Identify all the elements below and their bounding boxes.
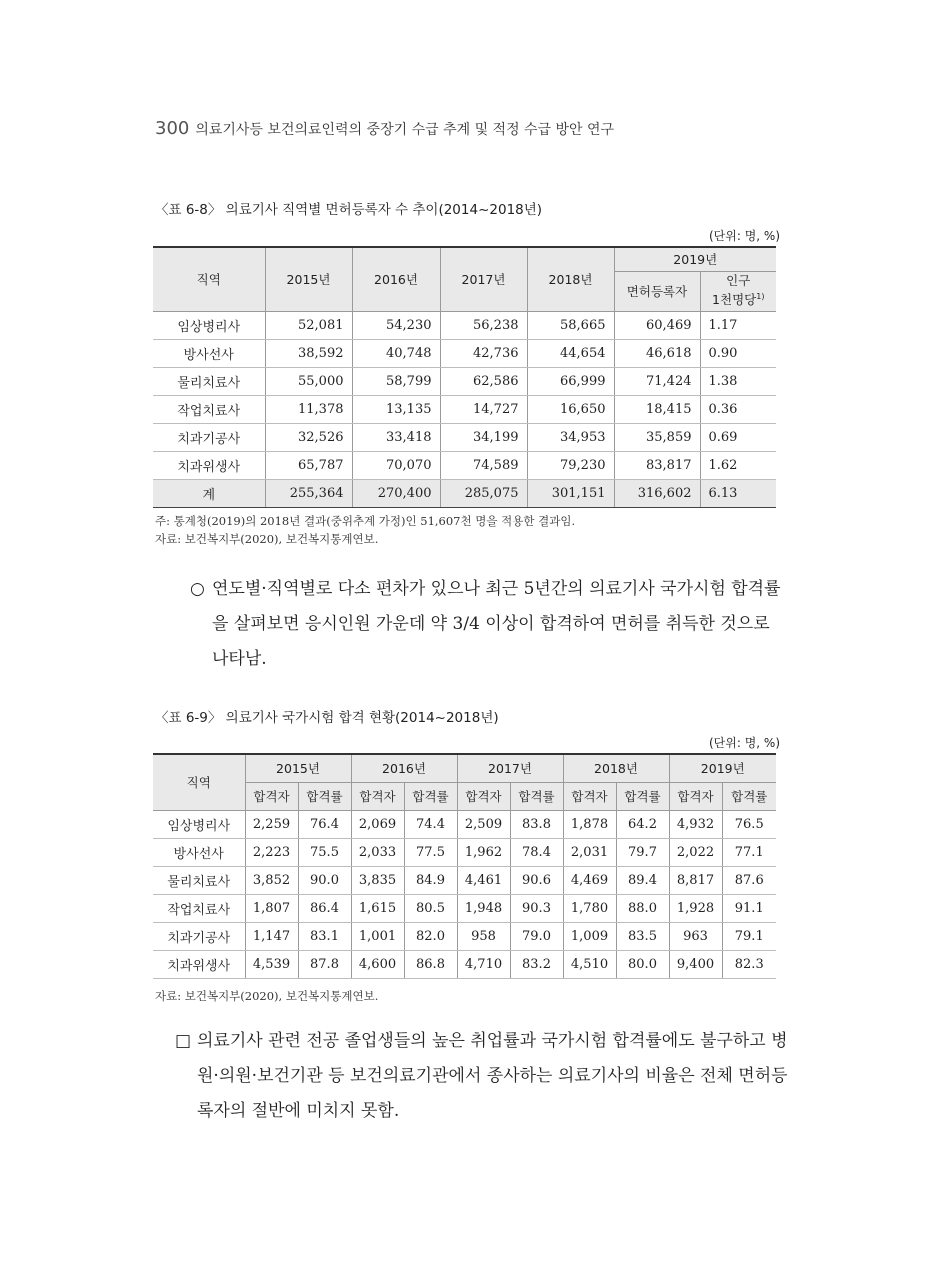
table1-unit: (단위: 명, %) bbox=[708, 229, 780, 243]
paragraph1-line: 나타남. bbox=[212, 649, 267, 669]
table-cell: 76.4 bbox=[298, 810, 351, 838]
table2-header-year: 2015년 bbox=[245, 754, 351, 782]
table-cell: 83.1 bbox=[298, 922, 351, 950]
table2-subheader-rate: 합격률 bbox=[298, 782, 351, 810]
table-cell: 55,000 bbox=[265, 367, 352, 395]
table2-subheader-passed: 합격자 bbox=[351, 782, 404, 810]
row-label: 임상병리사 bbox=[153, 311, 265, 339]
row-label: 치과위생사 bbox=[153, 451, 265, 479]
table-cell: 44,654 bbox=[527, 339, 614, 367]
table-cell: 62,586 bbox=[440, 367, 527, 395]
table1-header-2018: 2018년 bbox=[527, 247, 614, 311]
table-cell: 4,932 bbox=[669, 810, 722, 838]
table1-note: 주: 통계청(2019)의 2018년 결과(중위추계 가정)인 51,607천 명을 적용한 결과임. bbox=[155, 514, 576, 528]
paragraph2 bbox=[175, 1024, 790, 1129]
table-cell: 270,400 bbox=[352, 479, 440, 507]
table-row bbox=[153, 395, 776, 423]
table-row bbox=[153, 423, 776, 451]
table-cell: 4,539 bbox=[245, 950, 298, 978]
table-cell: 82.3 bbox=[722, 950, 776, 978]
table-row bbox=[153, 838, 776, 866]
table-cell: 54,230 bbox=[352, 311, 440, 339]
row-label: 작업치료사 bbox=[153, 894, 245, 922]
table-cell: 958 bbox=[457, 922, 510, 950]
table-row bbox=[153, 810, 776, 838]
table-cell: 79.1 bbox=[722, 922, 776, 950]
row-label: 작업치료사 bbox=[153, 395, 265, 423]
table-cell: 316,602 bbox=[614, 479, 700, 507]
table-cell: 52,081 bbox=[265, 311, 352, 339]
table-cell: 80.5 bbox=[404, 894, 457, 922]
table1-header-job: 직역 bbox=[153, 247, 265, 311]
table-cell: 16,650 bbox=[527, 395, 614, 423]
table-cell: 91.1 bbox=[722, 894, 776, 922]
table-cell: 79,230 bbox=[527, 451, 614, 479]
table-cell: 2,259 bbox=[245, 810, 298, 838]
table1-source: 자료: 보건복지부(2020), 보건복지통계연보. bbox=[155, 532, 379, 546]
row-label: 임상병리사 bbox=[153, 810, 245, 838]
table-cell: 11,378 bbox=[265, 395, 352, 423]
table-cell: 78.4 bbox=[510, 838, 563, 866]
table-cell: 87.8 bbox=[298, 950, 351, 978]
table-cell: 74.4 bbox=[404, 810, 457, 838]
table-row bbox=[153, 922, 776, 950]
table-cell: 82.0 bbox=[404, 922, 457, 950]
table-cell: 77.1 bbox=[722, 838, 776, 866]
table2-subheader-rate: 합격률 bbox=[510, 782, 563, 810]
row-label: 방사선사 bbox=[153, 339, 265, 367]
table-cell: 1,807 bbox=[245, 894, 298, 922]
table-cell: 4,461 bbox=[457, 866, 510, 894]
table-cell: 8,817 bbox=[669, 866, 722, 894]
table2 bbox=[153, 753, 776, 979]
table-cell: 56,238 bbox=[440, 311, 527, 339]
paragraph1-line: 을 살펴보면 응시인원 가운데 약 3/4 이상이 합격하여 면허를 취득한 것으로 bbox=[212, 614, 770, 634]
table-cell: 33,418 bbox=[352, 423, 440, 451]
table-cell: 6.13 bbox=[700, 479, 776, 507]
table2-unit: (단위: 명, %) bbox=[708, 736, 780, 750]
running-header bbox=[155, 118, 614, 139]
table-cell: 0.90 bbox=[700, 339, 776, 367]
table-cell: 89.4 bbox=[616, 866, 669, 894]
table-row bbox=[153, 311, 776, 339]
table-cell: 2,022 bbox=[669, 838, 722, 866]
table-cell: 4,600 bbox=[351, 950, 404, 978]
table1-footnote-mark: 1) bbox=[756, 292, 765, 302]
table-cell: 34,953 bbox=[527, 423, 614, 451]
table-cell: 963 bbox=[669, 922, 722, 950]
table-cell: 60,469 bbox=[614, 311, 700, 339]
table-row bbox=[153, 950, 776, 978]
table2-source: 자료: 보건복지부(2020), 보건복지통계연보. bbox=[155, 989, 379, 1003]
table-row bbox=[153, 866, 776, 894]
table-cell: 4,710 bbox=[457, 950, 510, 978]
table-cell: 2,509 bbox=[457, 810, 510, 838]
table2-header-job: 직역 bbox=[153, 754, 245, 810]
table2-header-year: 2016년 bbox=[351, 754, 457, 782]
table1-header-2017: 2017년 bbox=[440, 247, 527, 311]
row-label: 치과위생사 bbox=[153, 950, 245, 978]
table-cell: 79.7 bbox=[616, 838, 669, 866]
table1-header-2015: 2015년 bbox=[265, 247, 352, 311]
table-cell: 65,787 bbox=[265, 451, 352, 479]
table-cell: 1,928 bbox=[669, 894, 722, 922]
row-label: 계 bbox=[153, 479, 265, 507]
table-cell: 88.0 bbox=[616, 894, 669, 922]
table2-subheader-rate: 합격률 bbox=[404, 782, 457, 810]
table-cell: 90.3 bbox=[510, 894, 563, 922]
table-row bbox=[153, 894, 776, 922]
table-row bbox=[153, 339, 776, 367]
table-cell: 66,999 bbox=[527, 367, 614, 395]
table-cell: 1,948 bbox=[457, 894, 510, 922]
table-cell: 34,199 bbox=[440, 423, 527, 451]
table-cell: 76.5 bbox=[722, 810, 776, 838]
table-cell: 255,364 bbox=[265, 479, 352, 507]
table-cell: 58,665 bbox=[527, 311, 614, 339]
table-cell: 64.2 bbox=[616, 810, 669, 838]
table-cell: 0.36 bbox=[700, 395, 776, 423]
table-cell: 2,069 bbox=[351, 810, 404, 838]
table-cell: 3,852 bbox=[245, 866, 298, 894]
table-cell: 87.6 bbox=[722, 866, 776, 894]
table2-subheader-rate: 합격률 bbox=[722, 782, 776, 810]
table2-subheader-passed: 합격자 bbox=[669, 782, 722, 810]
table-cell: 2,223 bbox=[245, 838, 298, 866]
table-cell: 9,400 bbox=[669, 950, 722, 978]
table-cell: 13,135 bbox=[352, 395, 440, 423]
table-cell: 1,780 bbox=[563, 894, 616, 922]
table-cell: 3,835 bbox=[351, 866, 404, 894]
paragraph1 bbox=[190, 572, 790, 677]
row-label: 치과기공사 bbox=[153, 423, 265, 451]
table2-subheader-passed: 합격자 bbox=[245, 782, 298, 810]
paragraph2-line: 의료기사 관련 전공 졸업생들의 높은 취업률과 국가시험 합격률에도 불구하고 병 bbox=[197, 1031, 788, 1051]
table1-header-2019: 2019년 bbox=[614, 247, 776, 271]
table-cell: 46,618 bbox=[614, 339, 700, 367]
table-cell: 75.5 bbox=[298, 838, 351, 866]
table-cell: 0.69 bbox=[700, 423, 776, 451]
table-cell: 38,592 bbox=[265, 339, 352, 367]
table-cell: 32,526 bbox=[265, 423, 352, 451]
paragraph2-line: 록자의 절반에 미치지 못함. bbox=[197, 1101, 400, 1121]
square-bullet-icon: □ bbox=[175, 1031, 192, 1051]
table2-subheader-passed: 합격자 bbox=[457, 782, 510, 810]
table-cell: 86.4 bbox=[298, 894, 351, 922]
table-cell: 70,070 bbox=[352, 451, 440, 479]
table-cell: 1,878 bbox=[563, 810, 616, 838]
table-cell: 301,151 bbox=[527, 479, 614, 507]
table1-header-per-pop-line1: 인구 bbox=[726, 273, 751, 289]
table-cell: 79.0 bbox=[510, 922, 563, 950]
table-cell: 90.0 bbox=[298, 866, 351, 894]
table2-subheader-rate: 합격률 bbox=[616, 782, 669, 810]
table-cell: 83.8 bbox=[510, 810, 563, 838]
page-number: 300 bbox=[155, 118, 190, 139]
row-label: 방사선사 bbox=[153, 838, 245, 866]
table1-header-per-pop bbox=[700, 271, 776, 311]
table1-header-per-pop-line2: 1천명당 bbox=[712, 292, 757, 308]
table1-header-2016: 2016년 bbox=[352, 247, 440, 311]
table-cell: 1,001 bbox=[351, 922, 404, 950]
table-cell: 71,424 bbox=[614, 367, 700, 395]
table-cell: 84.9 bbox=[404, 866, 457, 894]
table-cell: 1.17 bbox=[700, 311, 776, 339]
table-cell: 80.0 bbox=[616, 950, 669, 978]
table2-subheader-passed: 합격자 bbox=[563, 782, 616, 810]
table-row bbox=[153, 367, 776, 395]
table-cell: 90.6 bbox=[510, 866, 563, 894]
row-label: 물리치료사 bbox=[153, 866, 245, 894]
table-cell: 1.38 bbox=[700, 367, 776, 395]
running-header-title: 의료기사등 보건의료인력의 중장기 수급 추계 및 적정 수급 방안 연구 bbox=[195, 122, 615, 138]
table2-caption: 〈표 6-9〉 의료기사 국가시험 합격 현황(2014~2018년) bbox=[155, 710, 499, 726]
table-cell: 1,147 bbox=[245, 922, 298, 950]
table-cell: 1.62 bbox=[700, 451, 776, 479]
table-cell: 4,469 bbox=[563, 866, 616, 894]
table-cell: 86.8 bbox=[404, 950, 457, 978]
table-cell: 1,009 bbox=[563, 922, 616, 950]
table-cell: 74,589 bbox=[440, 451, 527, 479]
table-cell: 1,962 bbox=[457, 838, 510, 866]
table-cell: 2,031 bbox=[563, 838, 616, 866]
table-cell: 14,727 bbox=[440, 395, 527, 423]
row-label: 치과기공사 bbox=[153, 922, 245, 950]
table-cell: 4,510 bbox=[563, 950, 616, 978]
table-cell: 77.5 bbox=[404, 838, 457, 866]
table2-header-year: 2017년 bbox=[457, 754, 563, 782]
table-cell: 35,859 bbox=[614, 423, 700, 451]
table-row bbox=[153, 451, 776, 479]
table-cell: 83.2 bbox=[510, 950, 563, 978]
table1-total-row bbox=[153, 479, 776, 507]
table-cell: 83.5 bbox=[616, 922, 669, 950]
table2-header-year: 2018년 bbox=[563, 754, 669, 782]
table-cell: 18,415 bbox=[614, 395, 700, 423]
table1-caption: 〈표 6-8〉 의료기사 직역별 면허등록자 수 추이(2014~2018년) bbox=[155, 202, 543, 218]
row-label: 물리치료사 bbox=[153, 367, 265, 395]
circle-bullet-icon: ○ bbox=[190, 579, 205, 599]
paragraph2-line: 원·의원·보건기관 등 보건의료기관에서 종사하는 의료기사의 비율은 전체 면허등 bbox=[197, 1066, 788, 1086]
table-cell: 42,736 bbox=[440, 339, 527, 367]
table-cell: 83,817 bbox=[614, 451, 700, 479]
table-cell: 2,033 bbox=[351, 838, 404, 866]
paragraph1-line: 연도별·직역별로 다소 편차가 있으나 최근 5년간의 의료기사 국가시험 합격률 bbox=[212, 579, 781, 599]
table-cell: 1,615 bbox=[351, 894, 404, 922]
table1-header-licensed: 면허등록자 bbox=[614, 271, 700, 311]
table1 bbox=[153, 246, 776, 508]
table-cell: 58,799 bbox=[352, 367, 440, 395]
table-cell: 40,748 bbox=[352, 339, 440, 367]
table2-header-year: 2019년 bbox=[669, 754, 776, 782]
table-cell: 285,075 bbox=[440, 479, 527, 507]
